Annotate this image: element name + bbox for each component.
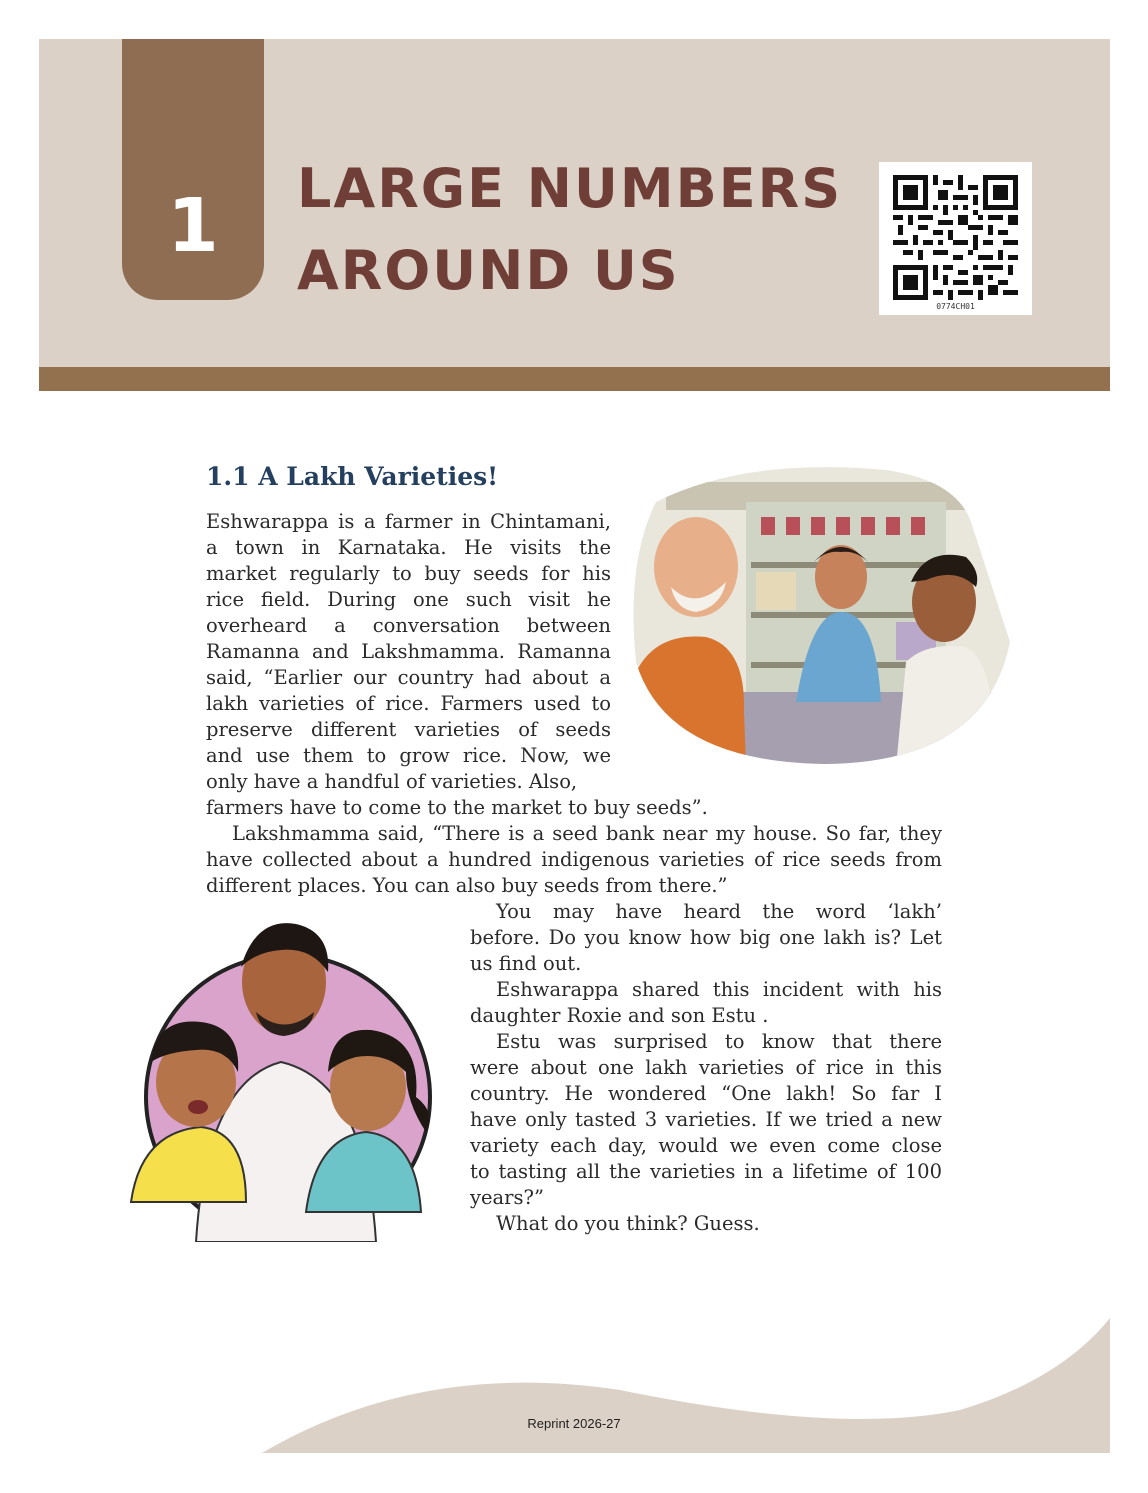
section-title: 1.1 A Lakh Varieties! [206,462,499,491]
text-line: to tasting all the varieties in a lifetime of 100 [470,1160,942,1183]
chapter-title-line1: LARGE NUMBERS [297,157,843,220]
text-line: different places. You can also buy seeds from there.” [206,874,728,897]
header-band [39,367,1110,391]
text-line: Ramanna and Lakshmamma. Ramanna [206,640,611,663]
text-line: rice field. During one such visit he [206,588,611,611]
text-line: and use them to grow rice. Now, we [206,744,611,767]
text-line: preserve different varieties of seeds [206,718,611,741]
market-illustration [626,462,1010,767]
chapter-tab [122,39,264,300]
text-line: farmers have to come to the market to buy seeds”. [206,796,708,819]
qr-label: 0774CH01 [936,302,975,311]
text-line: daughter Roxie and son Estu . [470,1004,769,1027]
qr-code-icon [893,175,1018,300]
paragraph-3 [470,899,942,1237]
text-line: What do you think? Guess. [496,1212,760,1235]
text-line: a town in Karnataka. He visits the [206,536,611,559]
text-line: variety each day, would we even come close [470,1134,942,1157]
text-line: were about one lakh varieties of rice in this [470,1056,942,1079]
text-line: overheard a conversation between [206,614,611,637]
text-line: have only tasted 3 varieties. If we tried a new [470,1108,942,1131]
chapter-title-line2: AROUND US [297,239,680,302]
footer-text: Reprint 2026-27 [527,1416,621,1431]
chapter-number: 1 [167,183,219,269]
text-line: years?” [470,1186,544,1209]
text-line: market regularly to buy seeds for his [206,562,611,585]
text-line: us find out. [470,952,582,975]
text-line: Estu was surprised to know that there [496,1030,942,1053]
text-line: Eshwarappa shared this incident with his [496,978,942,1001]
paragraph-1-end [206,795,942,821]
text-line: before. Do you know how big one lakh is? Let [470,926,942,949]
text-line: have collected about a hundred indigenous varieties of rice seeds from [206,848,942,871]
paragraph-1 [206,509,611,795]
footer-wave [0,1300,1148,1493]
chapter-title [297,148,857,312]
text-line: lakh varieties of rice. Farmers used to [206,692,611,715]
text-line: You may have heard the word ‘lakh’ [496,900,942,923]
text-line: Eshwarappa is a farmer in Chintamani, [206,510,611,533]
paragraph-2 [206,821,942,899]
text-line: said, “Earlier our country had about a [206,666,611,689]
text-line: only have a handful of varieties. Also, [206,770,578,793]
qr-code[interactable] [879,162,1032,315]
text-line: Lakshmamma said, “There is a seed bank near my house. So far, they [232,822,942,845]
family-illustration [106,912,456,1242]
text-line: country. He wondered “One lakh! So far I [470,1082,942,1105]
